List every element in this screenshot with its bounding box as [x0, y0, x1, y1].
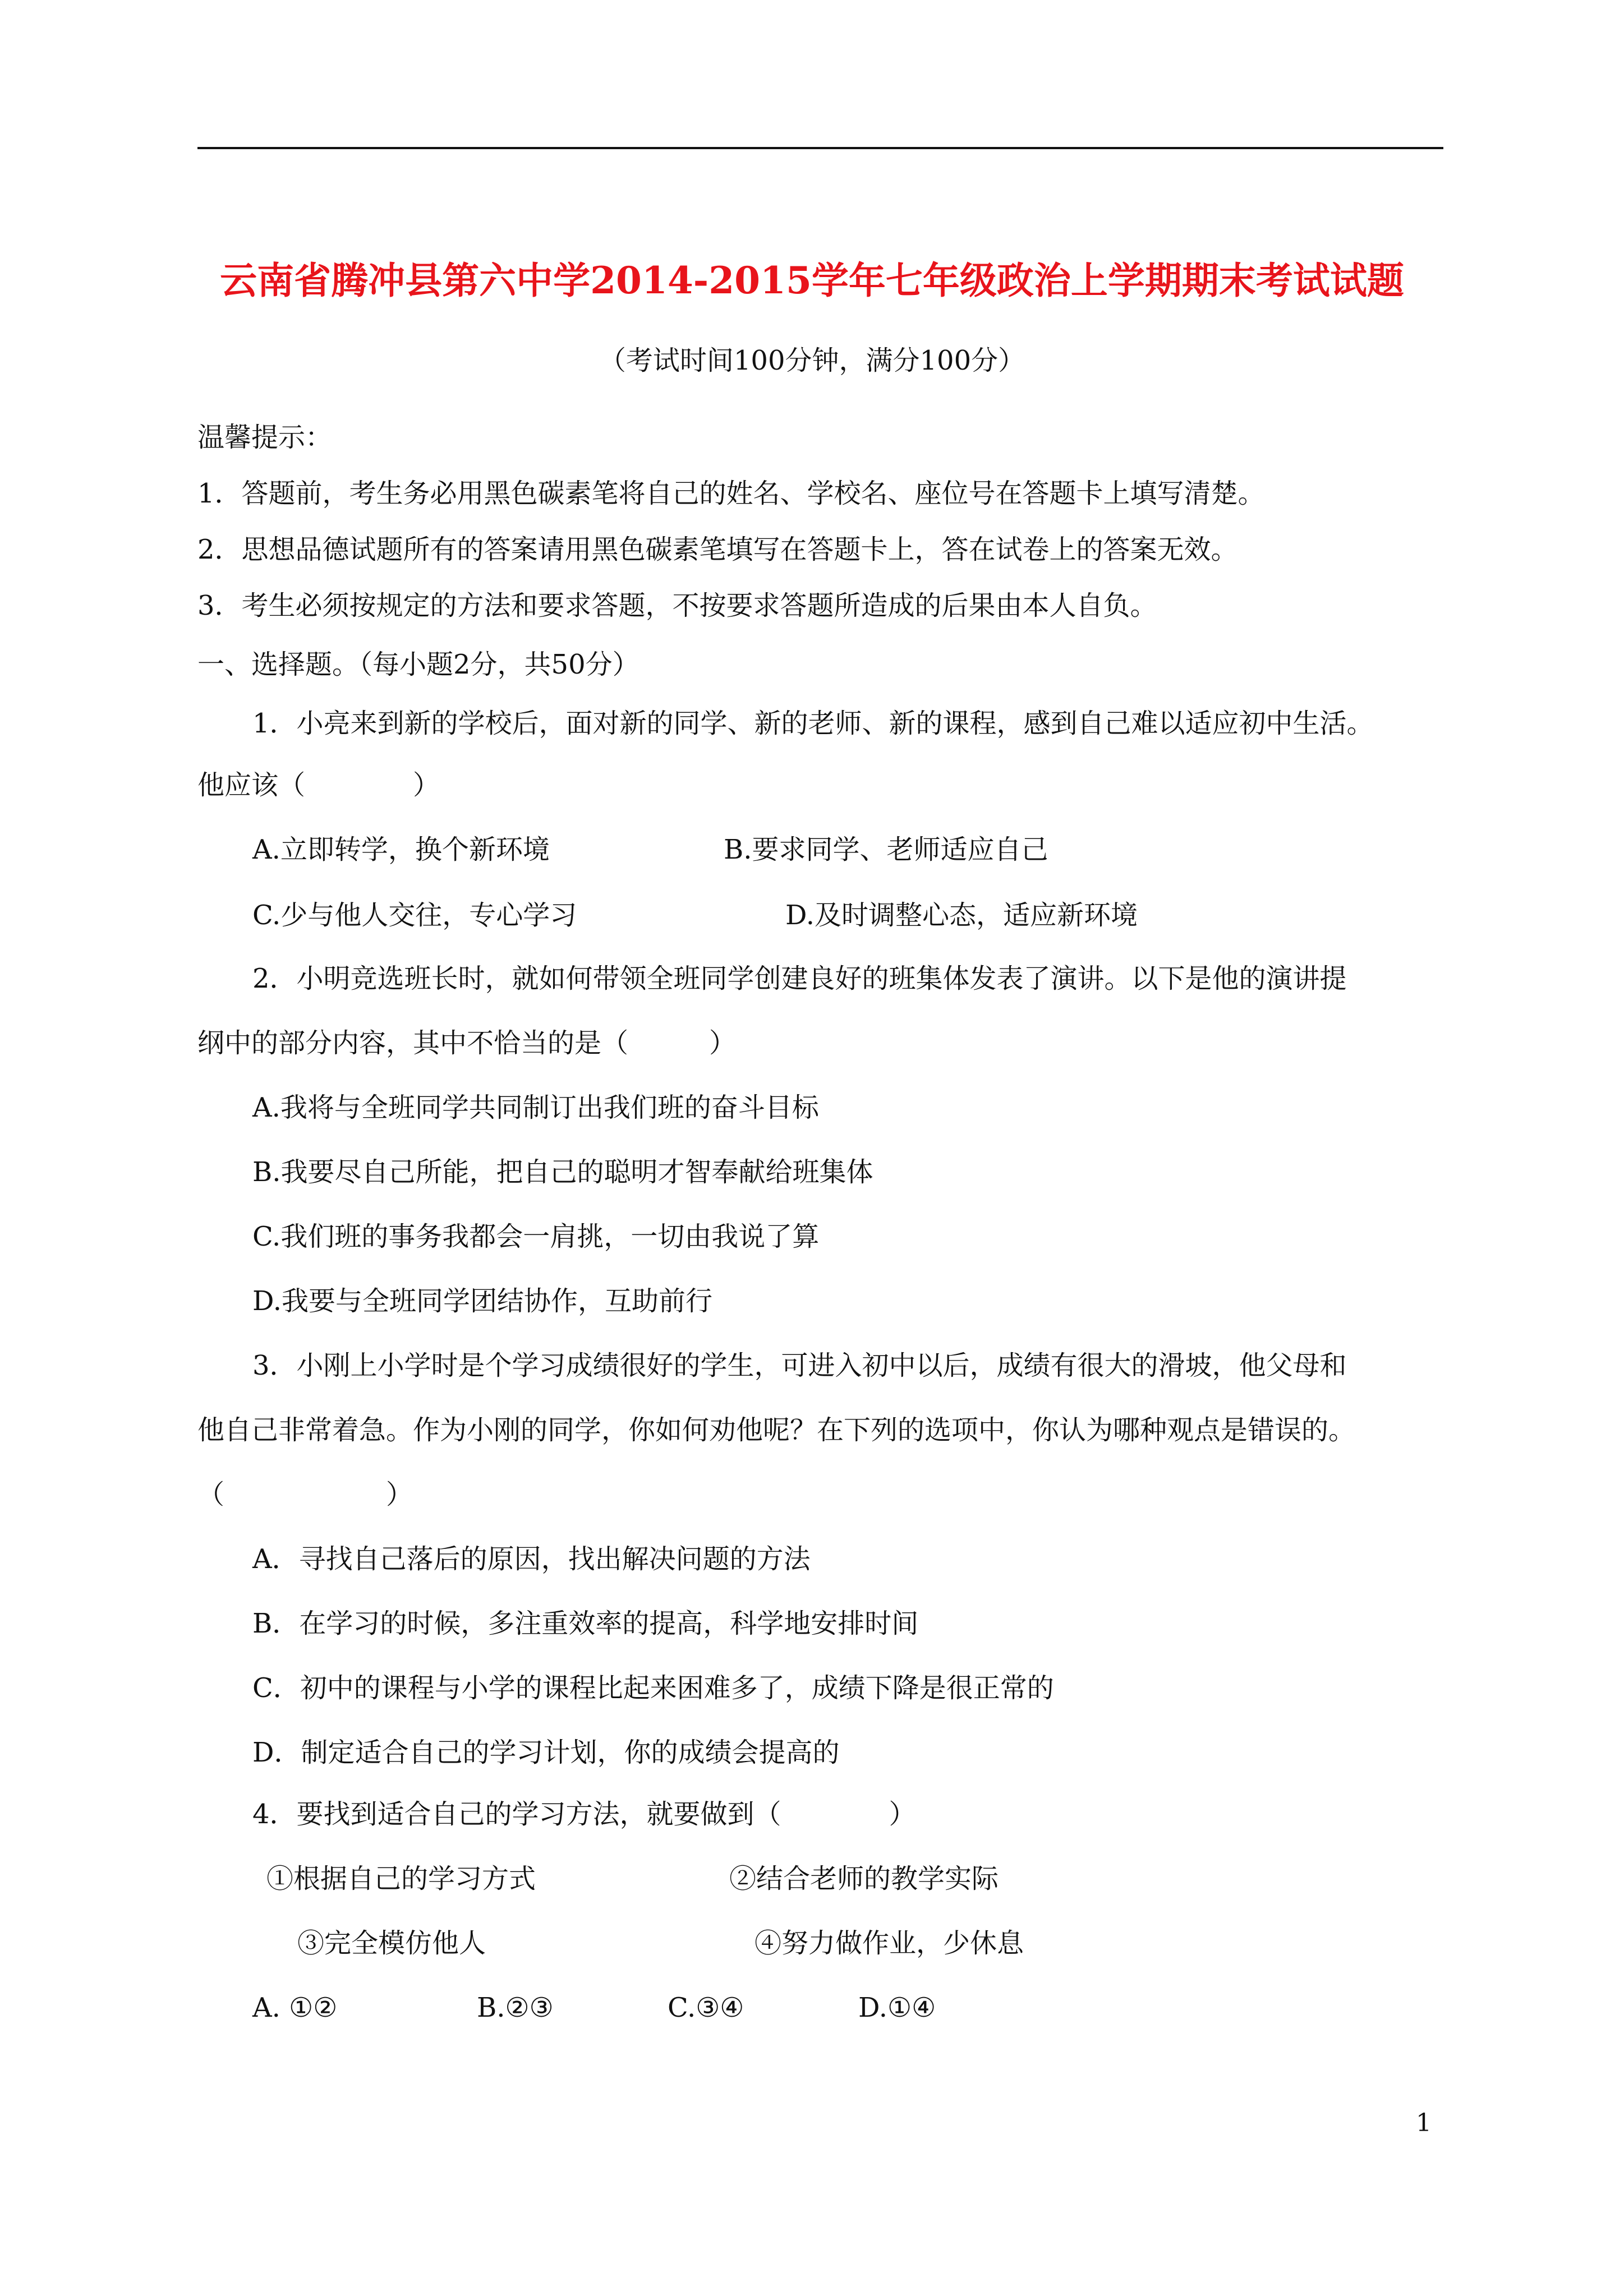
tip-item-2: 2．思想品德试题所有的答案请用黑色碳素笔填写在答题卡上，答在试卷上的答案无效。	[197, 534, 1238, 565]
q4-option-b: B.②③	[477, 1992, 554, 2023]
page-number: 1	[1416, 2109, 1432, 2137]
q3-stem-line3: （ ）	[197, 1479, 413, 1510]
exam-subtitle: （考试时间100分钟，满分100分）	[599, 345, 1025, 376]
q3-option-a: A．寻找自己落后的原因，找出解决问题的方法	[252, 1543, 811, 1575]
q2-stem-line2: 纲中的部分内容，其中不恰当的是（ ）	[197, 1027, 737, 1059]
q3-stem-line2: 他自己非常着急。作为小刚的同学，你如何劝他呢？在下列的选项中，你认为哪种观点是错误的。	[197, 1414, 1356, 1446]
exam-title: 云南省腾冲县第六中学2014-2015学年七年级政治上学期期末考试试题	[220, 259, 1404, 302]
q4-item-1: ①根据自己的学习方式	[266, 1863, 536, 1894]
q4-option-d: D.①④	[858, 1992, 936, 2023]
q4-item-3: ③完全模仿他人	[297, 1928, 486, 1959]
q3-stem-line1: 3．小刚上小学时是个学习成绩很好的学生，可进入初中以后，成绩有很大的滑坡，他父母和	[252, 1350, 1347, 1381]
q4-option-a: A. ①②	[252, 1992, 338, 2023]
q3-option-c: C．初中的课程与小学的课程比起来困难多了，成绩下降是很正常的	[252, 1672, 1054, 1704]
q1-stem-line1: 1．小亮来到新的学校后，面对新的同学、新的老师、新的课程，感到自己难以适应初中生活。	[252, 708, 1374, 739]
q3-option-d: D．制定适合自己的学习计划，你的成绩会提高的	[252, 1737, 840, 1768]
q2-option-a: A.我将与全班同学共同制订出我们班的奋斗目标	[252, 1092, 819, 1123]
q1-option-a: A.立即转学，换个新环境	[252, 834, 550, 865]
q4-item-4: ④努力做作业，少休息	[755, 1928, 1024, 1959]
q4-option-c: C.③④	[668, 1992, 744, 2023]
section-heading: 一、选择题。（每小题2分，共50分）	[197, 649, 640, 680]
q1-stem-line2: 他应该（ ）	[197, 769, 440, 801]
q2-option-c: C.我们班的事务我都会一肩挑，一切由我说了算	[252, 1221, 820, 1252]
q2-option-d: D.我要与全班同学团结协作，互助前行	[252, 1285, 713, 1317]
header-rule	[197, 147, 1443, 149]
q2-option-b: B.我要尽自己所能，把自己的聪明才智奉献给班集体	[252, 1156, 873, 1188]
q2-stem-line1: 2．小明竞选班长时，就如何带领全班同学创建良好的班集体发表了演讲。以下是他的演讲提	[252, 963, 1347, 994]
tip-item-3: 3．考生必须按规定的方法和要求答题，不按要求答题所造成的后果由本人自负。	[197, 590, 1157, 621]
q1-option-c: C.少与他人交往，专心学习	[252, 900, 577, 931]
q3-option-b: B．在学习的时候，多注重效率的提高，科学地安排时间	[252, 1608, 919, 1639]
q4-item-2: ②结合老师的教学实际	[729, 1863, 999, 1894]
q1-option-b: B.要求同学、老师适应自己	[724, 834, 1048, 865]
q1-option-d: D.及时调整心态，适应新环境	[785, 900, 1138, 931]
tip-item-1: 1．答题前，考生务必用黑色碳素笔将自己的姓名、学校名、座位号在答题卡上填写清楚。	[197, 478, 1265, 509]
tips-heading: 温馨提示：	[197, 422, 333, 453]
q4-stem: 4．要找到适合自己的学习方法，就要做到（ ）	[252, 1799, 916, 1830]
